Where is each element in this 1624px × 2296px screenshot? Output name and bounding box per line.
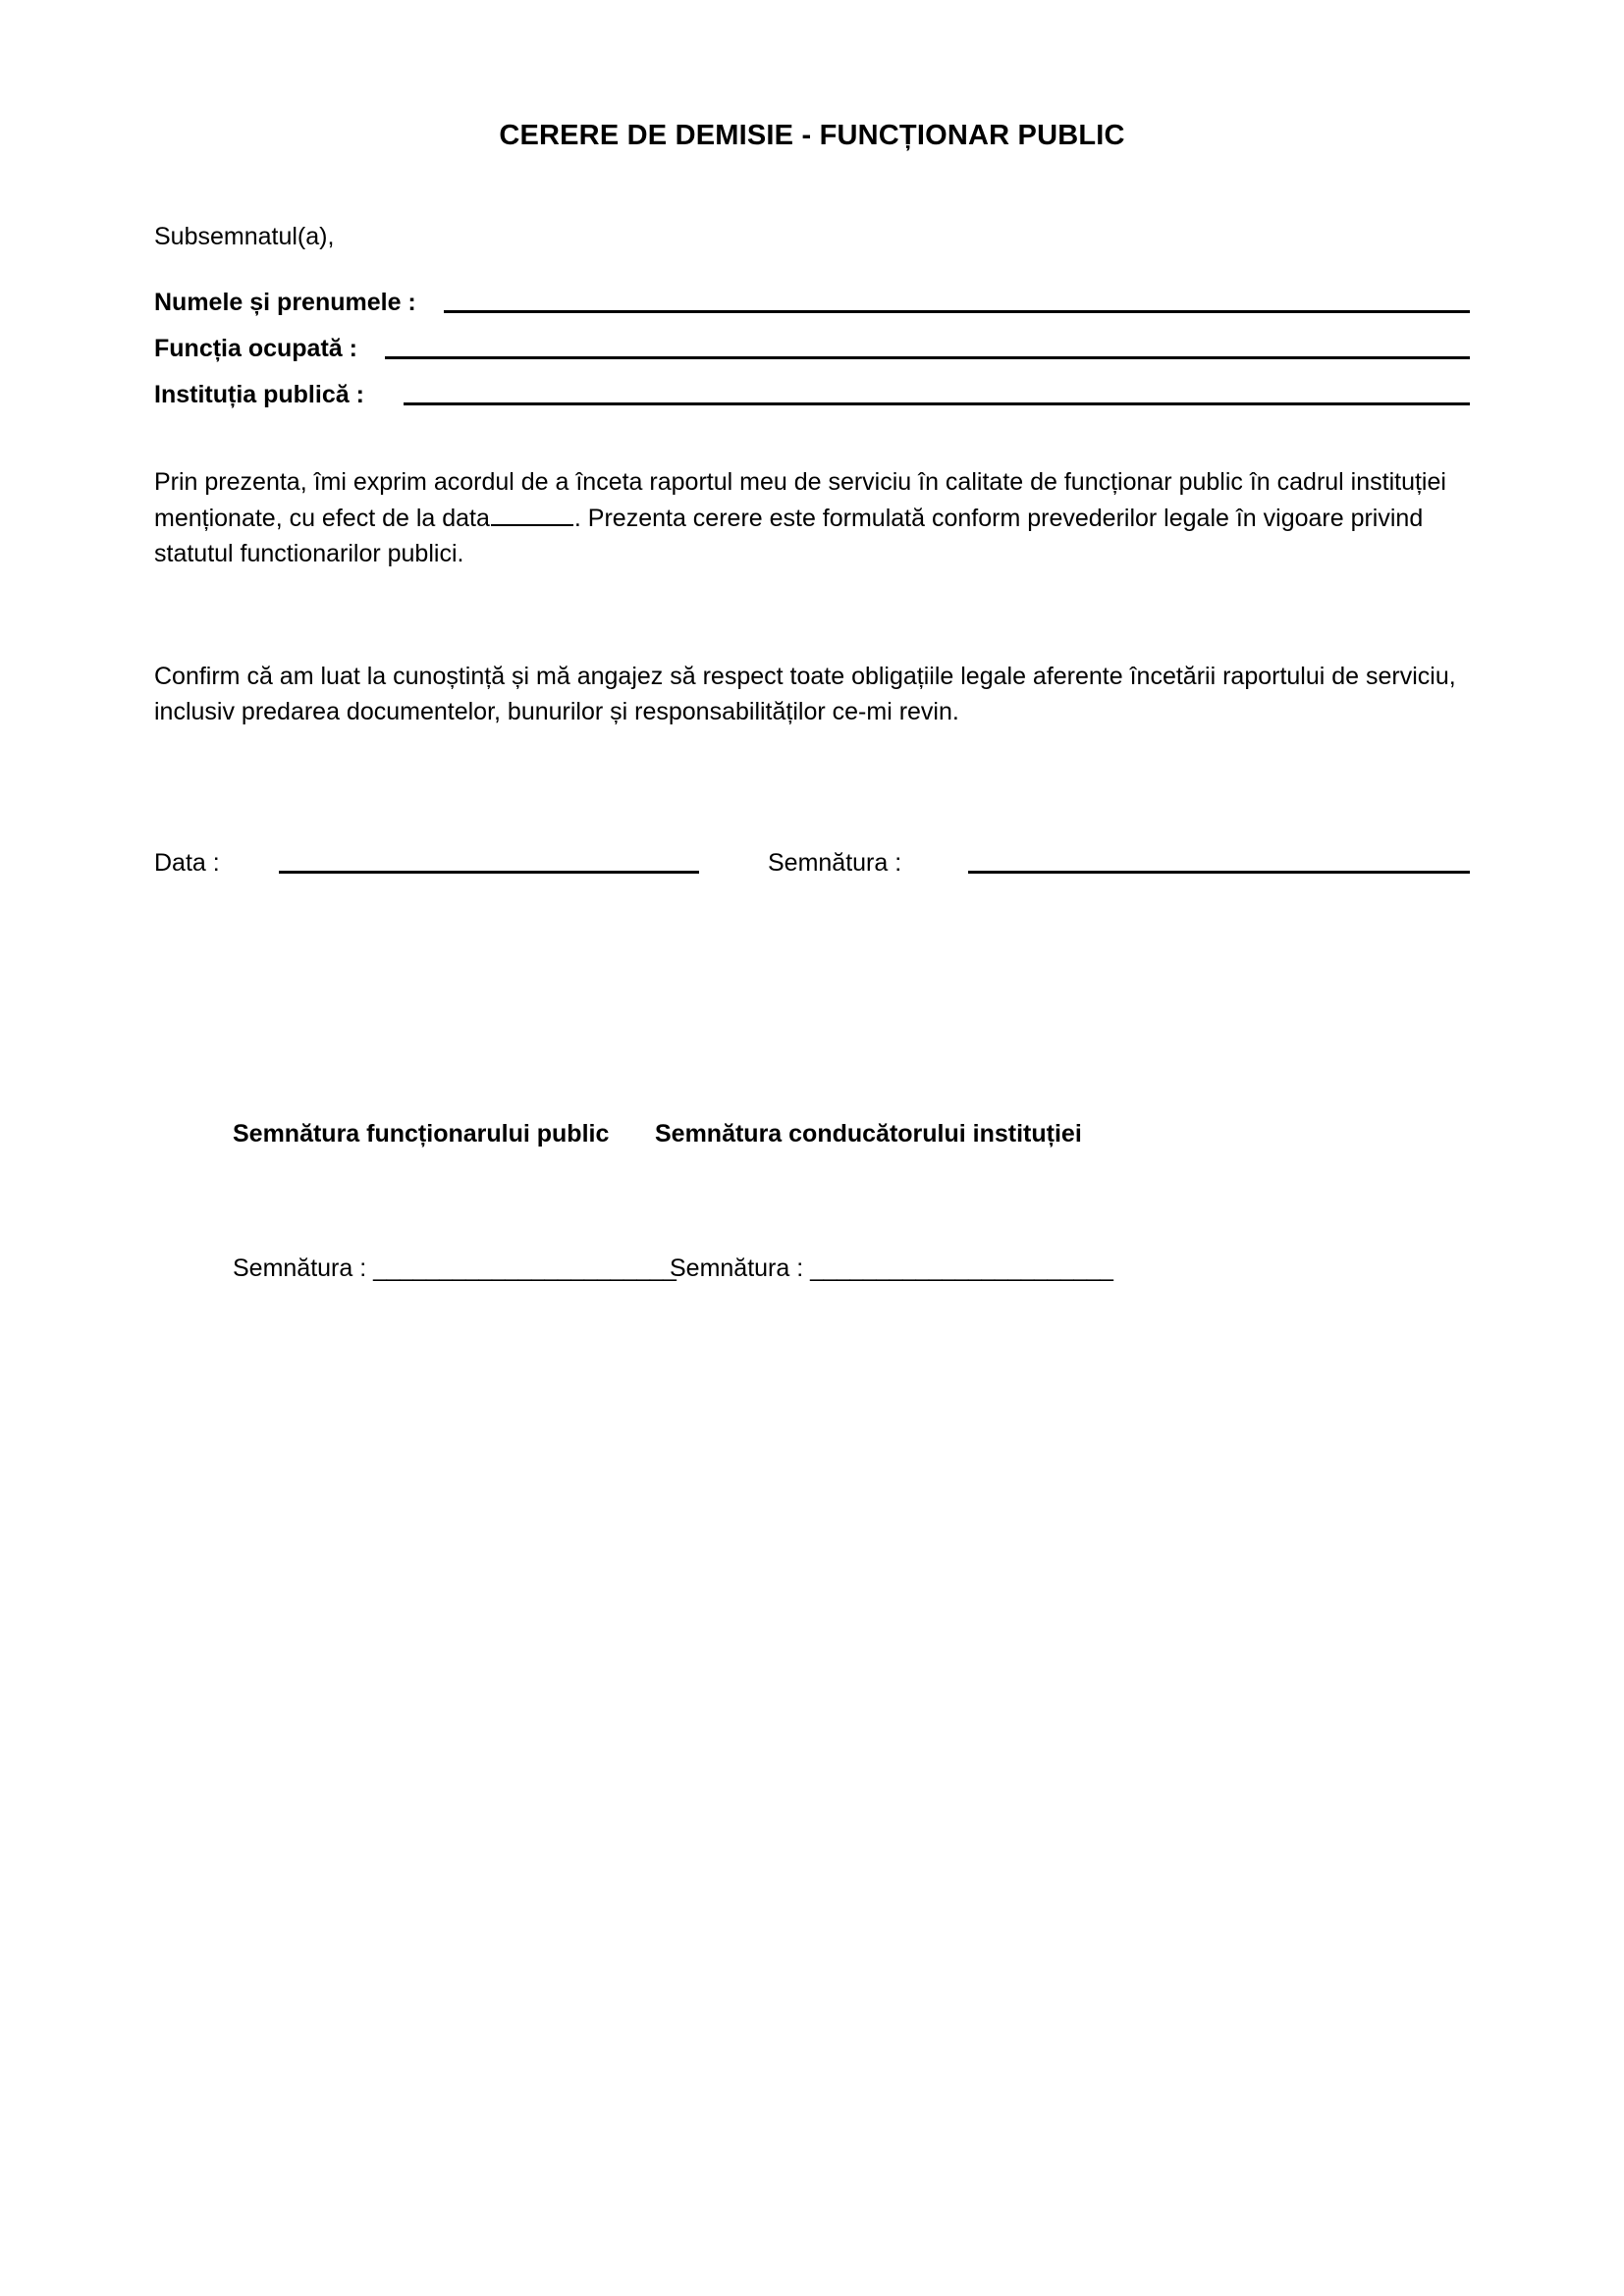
signature-line-functionar-label: Semnătura :	[233, 1254, 367, 1282]
signature-headings	[154, 878, 1470, 1147]
signature-field	[768, 848, 1470, 878]
signature-lines	[154, 1147, 1470, 1281]
date-signature-row	[154, 730, 1470, 878]
signature-blank[interactable]	[968, 871, 1470, 874]
signature-heading-conducator: Semnătura conducătorului instituției	[655, 1119, 1082, 1148]
signature-heading-functionar: Semnătura funcționarului public	[233, 1119, 610, 1148]
paragraph-confirmare: Confirm că am luat la cunoștință și mă angajez să respect toate obligațiile legale aferente încetării raportului de serviciu, inclusiv predarea documentelor, bunurilor și responsabilităților ce-mi revin.	[154, 662, 1456, 726]
effective-date-blank[interactable]	[491, 507, 573, 526]
signature-line-conducator	[670, 1256, 1112, 1281]
date-field	[154, 848, 768, 878]
field-blank-nume[interactable]	[444, 310, 1470, 313]
signature-line-conducator-blank[interactable]: _______________________	[810, 1254, 1113, 1282]
field-label-institutia: Instituția publică :	[154, 381, 364, 409]
identity-fields	[154, 271, 1470, 409]
field-row-institutia	[154, 363, 1470, 409]
field-row-nume	[154, 271, 1470, 317]
field-row-functia	[154, 317, 1470, 363]
signature-line-conducator-label: Semnătura :	[670, 1254, 804, 1282]
page-title: CERERE DE DEMISIE - FUNCȚIONAR PUBLIC	[499, 120, 1125, 151]
paragraph-acord-part1: Prin prezenta, îmi exprim acordul de a înceta raportul meu de serviciu în calitate de funcționar public în cadrul instituției menționate, cu efect de la data	[154, 468, 1446, 532]
date-label: Data :	[154, 848, 220, 877]
field-blank-functia[interactable]	[385, 356, 1470, 359]
document-content	[154, 0, 1470, 1281]
signature-line-functionar-blank[interactable]: _______________________	[373, 1254, 677, 1282]
intro-text: Subsemnatul(a),	[154, 223, 335, 251]
field-label-functia: Funcția ocupată :	[154, 335, 357, 363]
field-label-nume: Numele și prenumele :	[154, 289, 416, 317]
signature-label: Semnătura :	[768, 848, 902, 877]
field-blank-institutia[interactable]	[404, 402, 1470, 405]
signature-line-functionar	[154, 1254, 677, 1282]
paragraph-acord	[154, 409, 1470, 572]
date-blank[interactable]	[279, 871, 699, 874]
paragraph-acord-part2: . Prezenta cerere este formulată conform prevederilor legale în vigoare privind statutul functionarilor publici.	[154, 504, 1424, 568]
